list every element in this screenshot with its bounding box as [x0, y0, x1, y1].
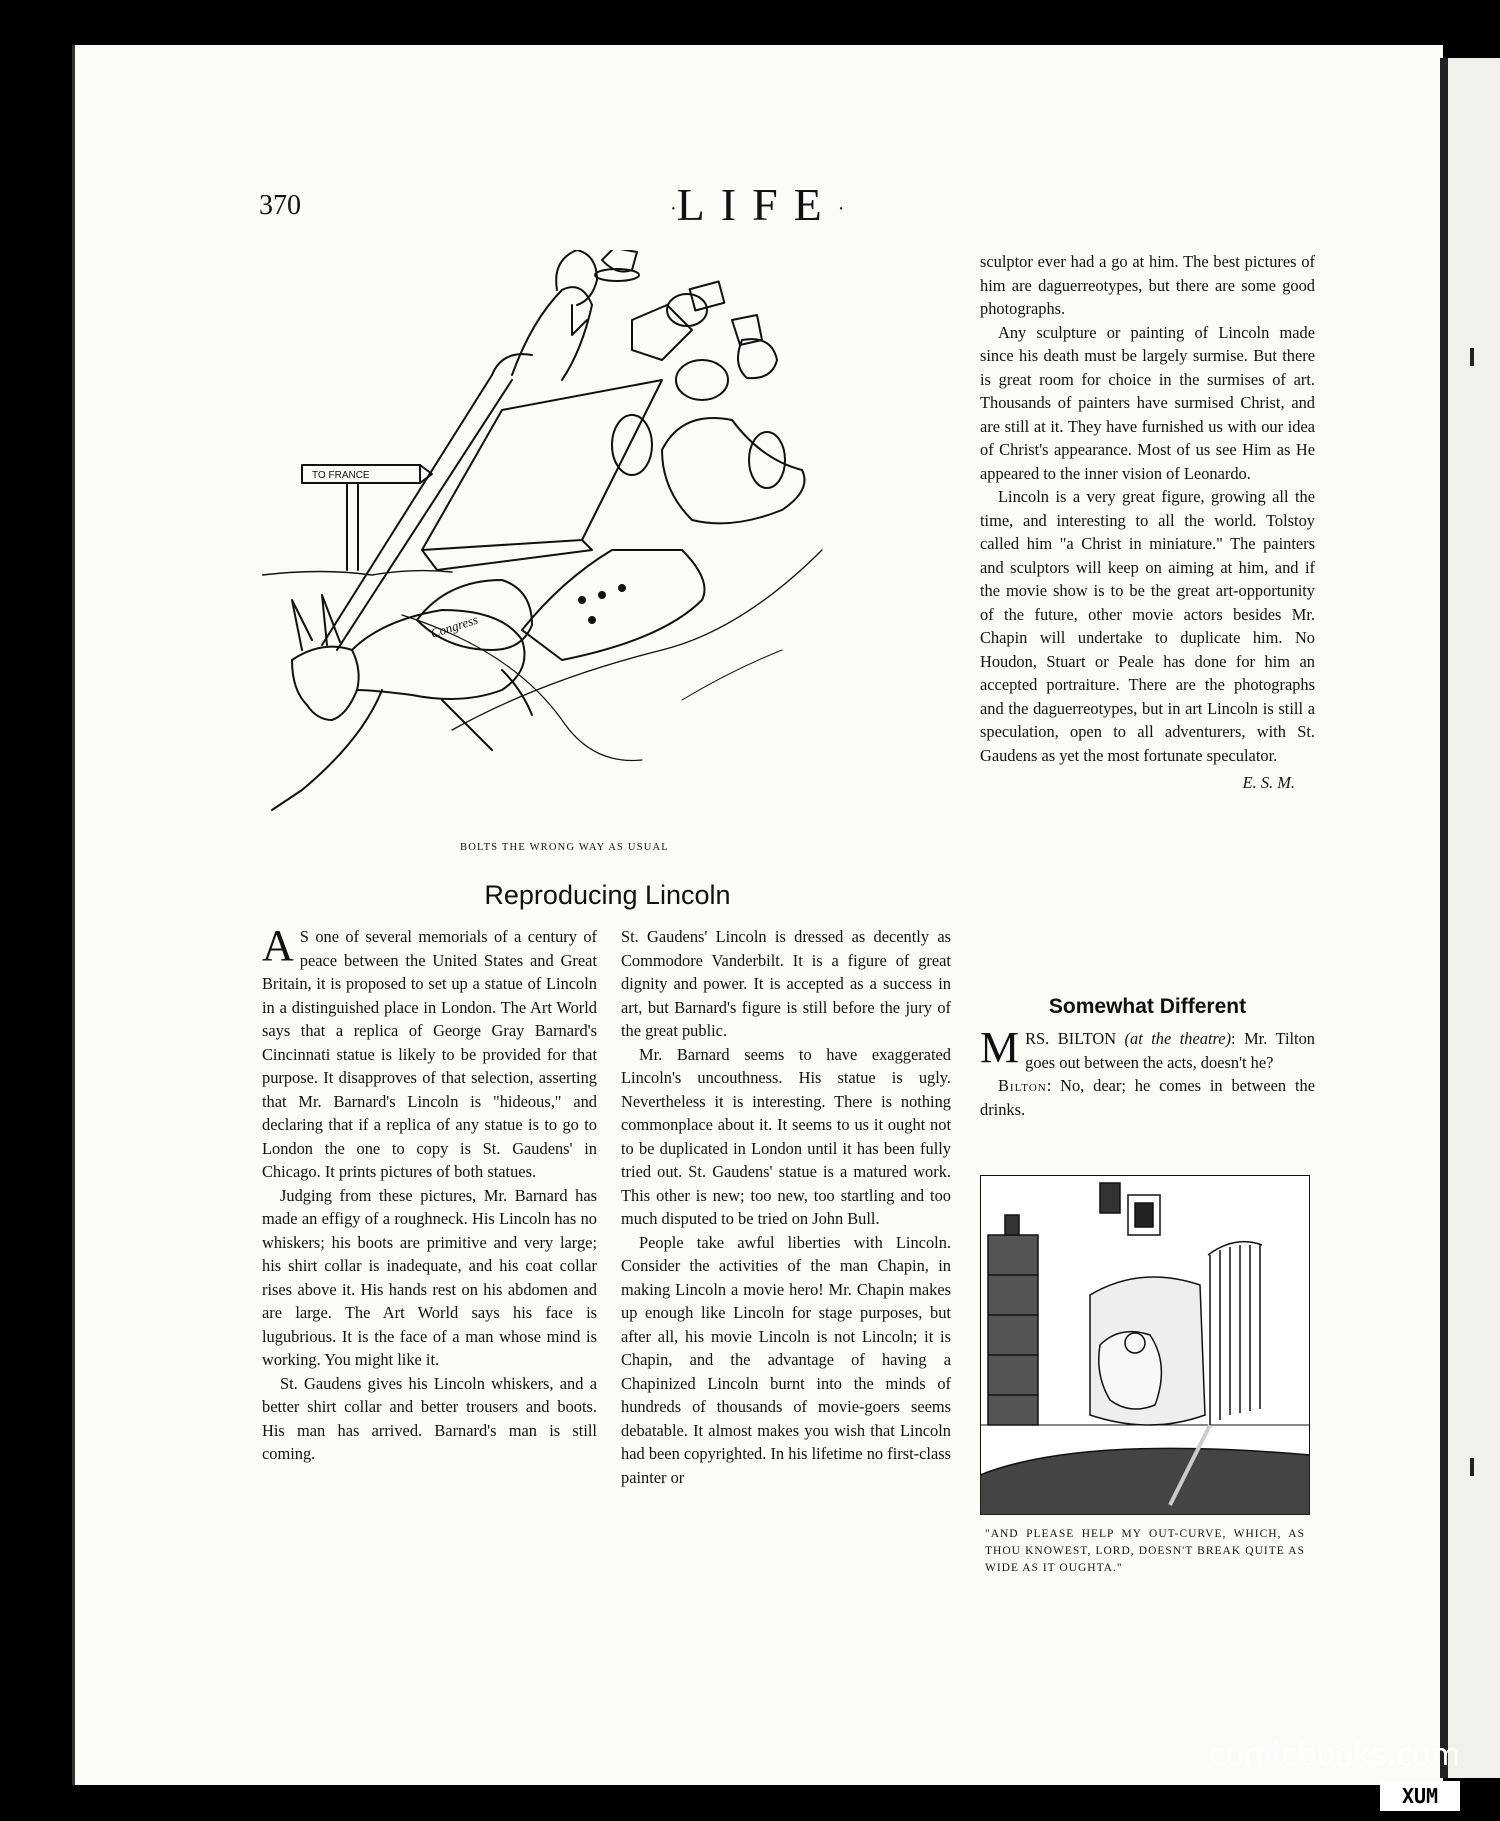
- article-column-1: [262, 921, 597, 1466]
- paragraph: St. Gaudens' Lincoln is dressed as decently as Commodore Vanderbilt. It is a figure of great dignity and power. It is accepted as a success in art, but Barnard's figure is still before the jury of the great public.: [621, 927, 951, 1040]
- paragraph: S one of several memorials of a century of peace between the United States and Great Britain, it is proposed to set up a statue of Lincoln in a distinguished place in London. The Art World says that a replica of George Gray Barnard's Cincinnati statue is likely to be provided for that purpose. It disapproves of that selection, asserting that Mr. Barnard's Lincoln is "hideous," and declaring that if a replica of any statue is to go to London the one to copy is St. Gaudens' in Chicago. It prints pictures of both statues.: [262, 927, 597, 1181]
- cart-label: Congress: [428, 611, 480, 641]
- watermark-tag: XUM: [1380, 1781, 1460, 1811]
- drop-cap: M: [980, 1023, 1020, 1072]
- dialogue-line: : No, dear; he comes in between the drinks.: [980, 1076, 1315, 1119]
- signpost-label: TO FRANCE: [312, 470, 370, 481]
- bottom-cartoon-caption: "AND PLEASE HELP MY OUT-CURVE, WHICH, AS THOU KNOWEST, LORD, DOESN'T BREAK QUITE AS WIDE AS IT OUGHTA.": [985, 1528, 1305, 1574]
- donkey-cart-cartoon: [262, 250, 962, 820]
- speaker-name: RS. BILTON: [1025, 1029, 1117, 1048]
- adjacent-page-edge: [1440, 58, 1500, 1778]
- author-signature: E. S. M.: [1242, 773, 1295, 792]
- stage-direction: (at the theatre): [1124, 1029, 1232, 1048]
- paragraph: People take awful liberties with Lincoln. Consider the activities of the man Chapin, in making Lincoln a movie hero! Mr. Chapin makes up enough like Lincoln for stage purposes, but after all, his movie Lincoln is not Lincoln; it is Chapin, and the advantage of having a Chapinized Lincoln burnt into the minds of hundreds of thousands of movie-goers seems debatable. It almost makes you wish that Lincoln had been copyrighted. In his lifetime no first-class painter or: [621, 1232, 951, 1487]
- article2-body: [980, 1023, 1315, 1121]
- article2-title: Somewhat Different: [1048, 995, 1247, 1018]
- paragraph: Judging from these pictures, Mr. Barnard has made an effigy of a roughneck. His Lincoln has no whiskers; his boots are primitive and very large; his shirt collar is inadequate, and his coat collar rises above it. His hands rest on his abdomen and are large. The Art World says his face is lugubrious. It is the face of a man whose mind is working. You might like it.: [262, 1185, 597, 1369]
- watermark-logo: comicbooks.com: [1208, 1738, 1460, 1773]
- masthead: ·LIFE·: [670, 179, 845, 230]
- masthead-title: LIFE: [676, 179, 838, 230]
- dialogue-line: : Mr. Tilton goes out between the acts, doesn't he?: [1025, 1029, 1315, 1072]
- article-title: Reproducing Lincoln: [484, 880, 731, 910]
- paragraph: Any sculpture or painting of Lincoln made since his death must be largely surmise. But there is great room for choice in the surmises of art. Thousands of painters have surmised Christ, and are still at it. They have furnished us with our idea of Christ's appearance. Most of us see Him as He appeared to the inner vision of Leonardo.: [980, 322, 1315, 483]
- paragraph: Mr. Barnard seems to have exaggerated Lincoln's uncouthness. His statue is ugly. Nevertheless it is interesting. There is nothing commonplace about it. It seems to us it ought not to be duplicated in London until it has been fully tried out. St. Gaudens' statue is a matured work. This other is new; too new, too startling and too much disputed to be tried on John Bull.: [621, 1044, 951, 1228]
- article-column-3: [980, 250, 1315, 795]
- bedroom-cartoon: [980, 1175, 1310, 1515]
- page-number: 370: [259, 190, 301, 221]
- top-cartoon-caption: BOLTS THE WRONG WAY AS USUAL: [460, 842, 669, 853]
- paragraph: sculptor ever had a go at him. The best pictures of him are daguerreotypes, but there are some good photographs.: [980, 252, 1315, 318]
- paragraph: Lincoln is a very great figure, growing all the time, and interesting to all the world. Tolstoy called him "a Christ in miniature." The painters and sculptors will keep on aiming at him, and if the movie show is to be the great art-opportunity of the future, other movie actors besides Mr. Chapin will undertake to duplicate him. No Houdon, Stuart or Peale has done for him an accepted portraiture. There are the photographs and the daguerreotypes, but in art Lincoln is still a speculation, open to all adventurers, with St. Gaudens as yet the most fortunate speculator.: [980, 487, 1315, 765]
- drop-cap: A: [262, 921, 294, 970]
- article-column-2: [621, 925, 951, 1489]
- paragraph: St. Gaudens gives his Lincoln whiskers, and a better shirt collar and better trousers and boots. His man has arrived. Barnard's man is still coming.: [262, 1373, 597, 1463]
- speaker-name: Bilton: [998, 1076, 1047, 1095]
